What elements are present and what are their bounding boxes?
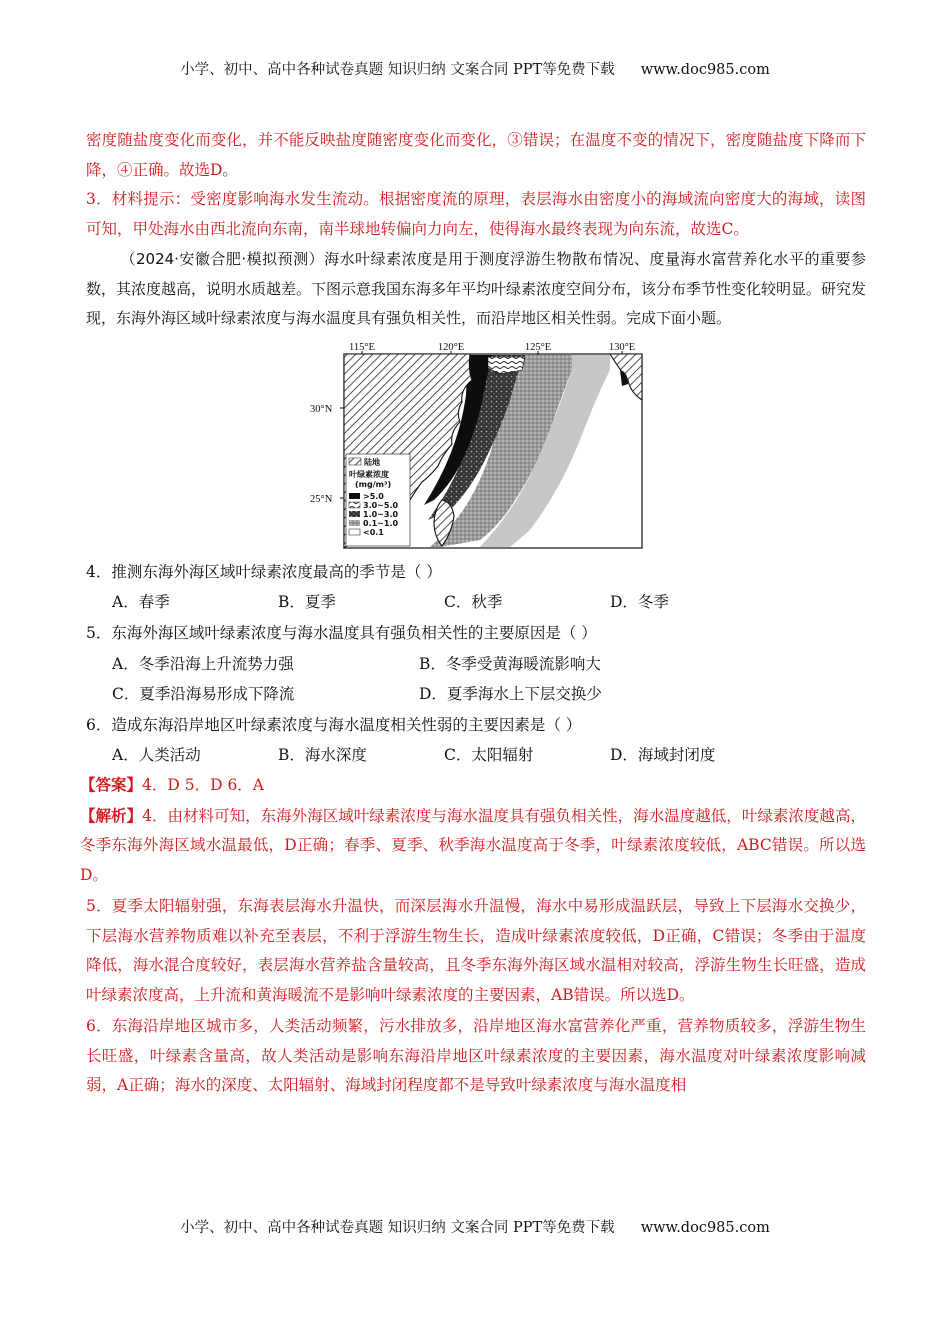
question-6-options [86, 740, 866, 770]
question-5-options-row-1 [86, 649, 866, 679]
question-intro: （2024·安徽合肥·模拟预测）海水叶绿素浓度是用于测度浮游生物散布情况、度量海水富营养化水平的重要参数，其浓度越高，说明水质越差。下图示意我国东海多年平均叶绿素浓度空间分布，该分布季节性变化较明显。研究发现，东海外海区域叶绿素浓度与海水温度具有强负相关性，而沿岸地区相关性弱。完成下面小题。 [86, 250, 867, 327]
header-site: www.doc985.com [640, 62, 770, 78]
legend-swatch-gt5 [349, 493, 360, 499]
q6-option-a: A．人类活动 [112, 746, 201, 764]
q4-option-d: D．冬季 [610, 593, 669, 611]
analysis-q5: 5．夏季太阳辐射强，东海表层海水升温快，而深层海水升温慢，海水中易形成温跃层，导致上下层海水交换少，下层海水营养物质难以补充至表层，不利于浮游生物生长，造成叶绿素浓度较低，D正确，C错误；冬季由于温度降低，海水混合度较好，表层海水营养盐含量较高，且冬季东海外海区域水温相对较高，浮游生物生长旺盛，造成叶绿素浓度高，上升流和黄海暖流不是影响叶绿素浓度的主要因素，AB错误。所以选D。 [86, 897, 866, 1004]
legend-class-3-5: 3.0~5.0 [363, 500, 399, 510]
question-5-options-row-2 [86, 679, 866, 709]
q5-option-c: C．夏季沿海易形成下降流 [112, 684, 295, 703]
legend-class-1-3: 1.0~3.0 [363, 509, 399, 519]
analysis-label: 【解析】 [80, 805, 143, 825]
lat-label-30: 30°N [310, 403, 333, 415]
page-footer [0, 1216, 950, 1237]
header-text: 小学、初中、高中各种试卷真题 知识归纳 文案合同 PPT等免费下载 [180, 62, 615, 78]
q6-option-d: D．海域封闭度 [610, 746, 716, 764]
legend-class-gt5: >5.0 [363, 491, 384, 501]
legend-land-label: 陆地 [364, 457, 380, 467]
answer-line [80, 770, 866, 801]
question-5-stem: 5．东海外海区域叶绿素浓度与海水温度具有强负相关性的主要原因是（ ） [86, 624, 597, 642]
question-4-options [86, 587, 866, 617]
analysis-q4 [80, 801, 866, 891]
answer-text: 4．D 5．D 6．A [142, 776, 265, 794]
legend-class-01-1: 0.1~1.0 [363, 518, 399, 528]
lon-label-120: 120°E [437, 341, 465, 353]
q6-option-b: B．海水深度 [278, 746, 367, 764]
prev-answer-paragraph-2: 3．材料提示：受密度影响海水发生流动。根据密度流的原理，表层海水由密度小的海域流向密度大的海域，读图可知，甲处海水由西北流向东南，南半球地转偏向力向左，使得海水最终表现为向东流，故选C。 [86, 190, 866, 238]
q6-option-c: C．太阳辐射 [444, 746, 534, 764]
legend-swatch-1-3 [349, 511, 360, 517]
legend-swatch-3-5 [349, 502, 360, 508]
q4-option-c: C．秋季 [444, 593, 503, 611]
footer-text: 小学、初中、高中各种试卷真题 知识归纳 文案合同 PPT等免费下载 [180, 1220, 615, 1236]
q5-option-a: A．冬季沿海上升流势力强 [112, 654, 294, 673]
lat-label-25: 25°N [310, 493, 333, 505]
map-figure [310, 340, 710, 552]
legend-land-swatch [349, 458, 361, 465]
legend-unit: (mg/m³) [355, 479, 392, 489]
q5-option-d: D．夏季海水上下层交换少 [419, 684, 602, 703]
analysis-q4-text: 4．由材料可知，东海外海区域叶绿素浓度与海水温度具有强负相关性，海水温度越低，叶绿素浓度越高，冬季东海外海区域水温最低，D正确；春季、夏季、秋季海水温度高于冬季，叶绿素浓度较低，ABC错误。所以选D。 [80, 806, 866, 884]
map-legend [346, 454, 410, 546]
lon-label-125: 125°E [524, 341, 552, 353]
east-china-sea-map [310, 340, 710, 552]
legend-class-lt01: <0.1 [363, 527, 384, 537]
answer-label: 【答案】 [80, 775, 143, 794]
q4-option-b: B．夏季 [278, 593, 336, 611]
question-4-stem: 4．推测东海外海区域叶绿素浓度最高的季节是（ ） [86, 562, 442, 581]
lon-label-130: 130°E [608, 341, 636, 353]
question-6-stem: 6．造成东海沿岸地区叶绿素浓度与海水温度相关性弱的主要因素是（ ） [86, 715, 582, 734]
analysis-q6: 6．东海沿岸地区城市多，人类活动频繁，污水排放多，沿岸地区海水富营养化严重，营养物质较多，浮游生物生长旺盛，叶绿素含量高，故人类活动是影响东海沿岸地区叶绿素浓度的主要因素，海水温度对叶绿素浓度影响减弱，A正确；海水的深度、太阳辐射、海域封闭程度都不是导致叶绿素浓度与海水温度相 [86, 1017, 866, 1094]
page-header [0, 58, 950, 79]
page-content [80, 126, 867, 1101]
q4-option-a: A．春季 [112, 593, 170, 611]
prev-answer-paragraph-1: 密度随盐度变化而变化，并不能反映盐度随密度变化而变化，③错误；在温度不变的情况下，密度随盐度下降而下降，④正确。故选D。 [86, 131, 866, 179]
legend-swatch-lt01 [349, 529, 360, 535]
legend-swatch-01-1 [349, 520, 360, 526]
footer-site: www.doc985.com [640, 1220, 770, 1236]
lon-label-115: 115°E [349, 341, 375, 353]
q5-option-b: B．冬季受黄海暖流影响大 [419, 654, 601, 673]
legend-title: 叶绿素浓度 [349, 469, 389, 479]
